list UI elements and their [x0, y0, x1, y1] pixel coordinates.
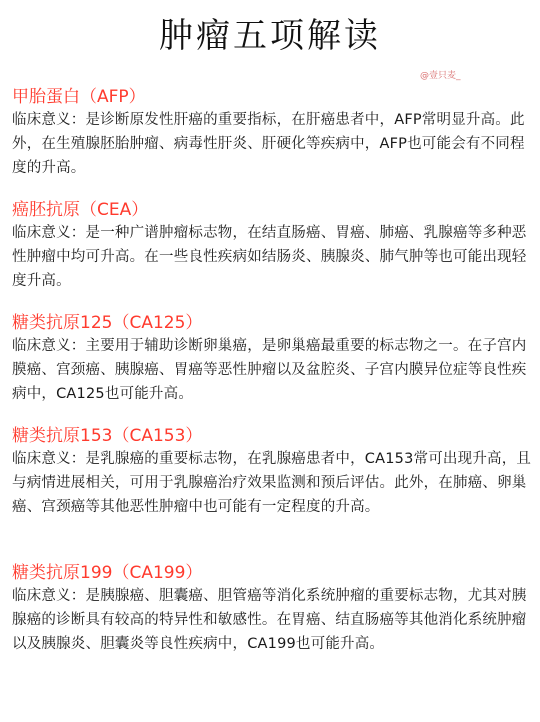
section-body: 临床意义：是一种广谱肿瘤标志物，在结直肠癌、胃癌、肺癌、乳腺癌等多种恶性肿瘤中均可升高。在一些良性疾病如结肠炎、胰腺炎、肺气肿等也可能出现轻度升高。 [12, 225, 527, 289]
section-body: 临床意义：是诊断原发性肝癌的重要指标，在肝癌患者中，AFP常明显升高。此外，在生殖腺胚胎肿瘤、病毒性肝炎、肝硬化等疾病中，AFP也可能会有不同程度的升高。 [12, 112, 525, 176]
section-body: 临床意义：是乳腺癌的重要标志物，在乳腺癌患者中，CA153常可出现升高，且与病情进展相关，可用于乳腺癌治疗效果监测和预后评估。此外，在肺癌、卵巢癌、宫颈癌等其他恶性肿瘤中也可能有一定程度的升高。 [12, 451, 532, 515]
section-ca199 [12, 562, 532, 656]
section-body: 临床意义：主要用于辅助诊断卵巢癌，是卵巢癌最重要的标志物之一。在子宫内膜癌、宫颈癌、胰腺癌、胃癌等恶性肿瘤以及盆腔炎、子宫内膜异位症等良性疾病中，CA125也可能升高。 [12, 338, 527, 402]
section-cea [12, 199, 532, 293]
page-title: 肿瘤五项解读 [159, 16, 381, 56]
section-title: 糖类抗原153（CA153） [12, 426, 203, 446]
author-watermark: @壹只麦_ [420, 71, 461, 81]
section-title: 糖类抗原199（CA199） [12, 563, 203, 583]
section-title: 甲胎蛋白（AFP） [12, 87, 146, 107]
section-afp [12, 86, 532, 180]
section-ca125 [12, 312, 532, 406]
section-ca153 [12, 425, 532, 519]
section-title: 癌胚抗原（CEA） [12, 200, 149, 220]
section-body: 临床意义：是胰腺癌、胆囊癌、胆管癌等消化系统肿瘤的重要标志物，尤其对胰腺癌的诊断具有较高的特异性和敏感性。在胃癌、结直肠癌等其他消化系统肿瘤以及胰腺炎、胆囊炎等良性疾病中，CA199也可能升高。 [12, 588, 527, 652]
section-title: 糖类抗原125（CA125） [12, 313, 203, 333]
